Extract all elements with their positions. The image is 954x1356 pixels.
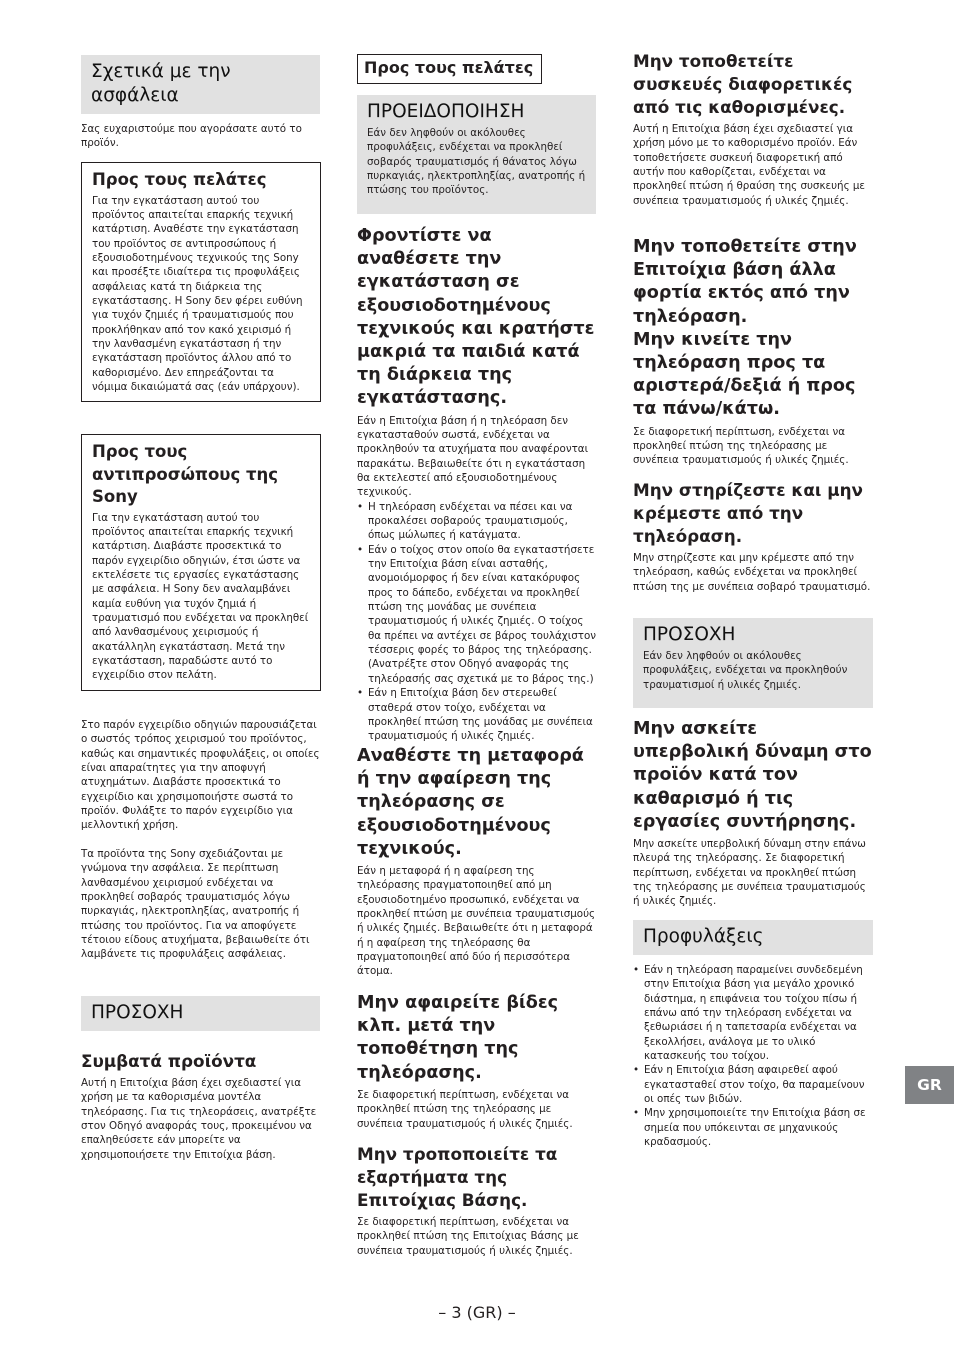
customers-box [81,162,321,402]
force-section [633,718,873,909]
customers-box-title: Προς τους πελάτες [92,170,267,189]
other-devices-text: Αυτή η Επιτοίχια βάση έχει σχεδιαστεί για χρήση μόνο με το καθορισμένο προϊόν. Εάν τοποθετήσετε συσκευή διαφορετική από αυτήν που καθορίζεται, ενδέχεται να προκληθεί πτώση ή θραύση της συσκευής με συνέπεια τραυματισμούς ή υλικές ζημιές. [633,123,866,207]
warning-title: ΠΡΟΕΙΔΟΠΟΙΗΣΗ [367,101,525,122]
language-tab-gr: GR [905,1066,954,1104]
screws-title: Μην αφαιρείτε βίδες κλπ. μετά την τοποθέτηση της τηλεόρασης. [357,993,559,1083]
safety-title: Σχετικά με την ασφάλεια [91,61,231,106]
list-item: • Εάν η Επιτοίχια βάση αφαιρεθεί αφού εγκατασταθεί στον τοίχο, θα παραμείνουν οι οπές των βιδών. [633,1063,873,1106]
caution-bar-right [633,618,873,708]
screws-text: Σε διαφορετική περίπτωση, ενδέχεται να προκληθεί πτώση της τηλεόρασης με συνέπεια τραυματισμούς ή υλικές ζημιές. [357,1088,573,1130]
list-item: • Εάν η Επιτοίχια βάση δεν στερεωθεί σταθερά στον τοίχο, ενδέχεται να προκληθεί πτώση της μονάδας με συνέπεια τραυματισμούς ή υλικές ζημιές. [357,686,596,743]
force-title: Μην ασκείτε υπερβολική δύναμη στο προϊόν κατά τον καθαρισμό ή τις εργασίες συντήρησης. [633,719,872,832]
list-item: • Εάν ο τοίχος στον οποίο θα εγκαταστήσετε την Επιτοίχια βάση είναι ασταθής, ανομοιόμορφος ή δεν είναι κατακόρυφος προς το δάπεδο, ενδέχεται να προκληθεί πτώση της μονάδας με συνέπεια τραυματισμούς ή υλικές ζημιές. Ο τοίχος θα πρέπει να αντέχει σε βάρος τουλάχιστον τέσσερις φορές το βάρος της τηλεόρασης. (Ανατρέξτε στον Οδηγό αναφοράς της τηλεόρασής σας σχετικά με το βάρος της.) [357,543,596,686]
compatible-text: Αυτή η Επιτοίχια βάση έχει σχεδιαστεί για χρήση με τα καθορισμένα μοντέλα τηλεόρασης. Για τις τηλεοράσεις, ανατρέξτε στον Οδηγό αναφοράς τους, προκειμένου να επαληθεύσετε εάν μπορείτε να χρησιμοποιήσετε την Επιτοίχια βάση. [81,1077,317,1161]
lean-section [633,479,873,594]
modify-title: Μην τροποποιείτε τα εξαρτήματα της Επιτοίχιας Βάσης. [357,1144,558,1210]
screws-section [357,992,596,1131]
precautions-title: Προφυλάξεις [643,926,764,947]
force-text: Μην ασκείτε υπερβολική δύναμη στην επάνω πλευρά της τηλεόρασης. Σε διαφορετική περίπτωση, ενδέχεται να προκληθεί πτώση της τηλεόρασης με συνέπεια τραυματισμούς ή υλικές ζημιές. [633,838,866,908]
safety-heading-bar [81,55,320,114]
caution-text-right: Εάν δεν ληφθούν οι ακόλουθες προφυλάξεις, ενδέχεται να προκληθούν τραυματισμοί ή υλικές ζημιές. [643,650,848,691]
warning-text: Εάν δεν ληφθούν οι ακόλουθες προφυλάξεις, ενδέχεται να προκληθεί σοβαρός τραυματισμός ή θάνατος λόγω πυρκαγιάς, ηλεκτροπληξίας, ανατροπής ή πτώσης του προϊόντος. [367,127,586,197]
transport-title: Αναθέστε τη μεταφορά ή την αφαίρεση της τηλεόρασης σε εξουσιοδοτημένους τεχνικούς. [357,746,584,859]
load-text: Σε διαφορετική περίπτωση, ενδέχεται να προκληθεί πτώση της τηλεόρασης με συνέπεια τραυματισμούς ή υλικές ζημιές. [633,425,849,467]
manual-paragraph: Στο παρόν εγχειρίδιο οδηγιών παρουσιάζεται ο σωστός τρόπος χειρισμού του προϊόντος, καθώς και σημαντικές προφυλάξεις, οι οποίες είναι απαραίτητες για την αποφυγή ατυχημάτων. Διαβάστε προσεκτικά το εγχειρίδιο και χρησιμοποιήστε σωστά το προϊόν. Φυλάξτε το παρόν εγχειρίδιο για μελλοντική χρήση. [81,719,320,832]
page-number: – 3 (GR) – [438,1303,516,1322]
dealers-box-text: Για την εγκατάσταση αυτού του προϊόντος απαιτείται επαρκής τεχνική κατάρτιση. Διαβάστε προσεκτικά το παρόν εγχειρίδιο οδηγιών, έτσι ώστε να εκτελέσετε τις εργασίες εγκατάστασης με ασφάλεια. Η Sony δεν αναλαμβάνει καμία ευθύνη για τυχόν ζημιά ή τραυματισμό που ενδέχεται να προκληθεί από λανθασμένους χειρισμούς ή ακατάλληλη εγκατάσταση. Μετά την εγκατάσταση, παραδώστε αυτό το εγχειρίδιο στον πελάτη. [92,511,309,682]
dealers-box-title: Προς τους αντιπροσώπους της Sony [92,442,279,506]
list-item: • Η τηλεόραση ενδέχεται να πέσει και να προκαλέσει σοβαρούς τραυματισμούς, όπως μώλωπες ή κατάγματα. [357,500,596,543]
caution-title-right: ΠΡΟΣΟΧΗ [643,624,736,645]
install-title: Φροντίστε να αναθέσετε την εγκατάσταση σε εξουσιοδοτημένους τεχνικούς και κρατήστε μακριά τα παιδιά κατά τη διάρκεια της εγκατάστασης. [357,226,595,409]
compatible-title: Συμβατά προϊόντα [81,1051,257,1071]
transport-text: Εάν η μεταφορά ή η αφαίρεση της τηλεόρασης πραγματοποιηθεί από μη εξουσιοδοτημένο προσωπικό, ενδέχεται να προκληθεί πτώση με συνέπεια τραυματισμούς ή υλικές ζημιές. Βεβαιωθείτε ότι η μεταφορά ή η αφαίρεση της τηλεόρασης θα πραγματοποιηθεί από δύο ή περισσότερα άτομα. [357,865,596,978]
sony-safety-paragraph: Τα προϊόντα της Sony σχεδιάζονται με γνώμονα την ασφάλεια. Σε περίπτωση λανθασμένου χειρισμού ενδέχεται να προκληθεί σοβαρός τραυματισμός λόγω πυρκαγιάς, ηλεκτροπληξίας, ανατροπής ή πτώσης του προϊόντος. Για να αποφύγετε τέτοιου είδους ατυχήματα, βεβαιωθείτε ότι λαμβάνετε τις προφυλάξεις ασφάλειας. [81,848,310,961]
load-section [633,236,873,468]
warning-bar [357,95,596,214]
modify-text: Σε διαφορετική περίπτωση, ενδέχεται να προκληθεί πτώση της Επιτοίχιας Βάσης με συνέπεια τραυματισμούς ή υλικές ζημιές. [357,1216,579,1257]
precautions-bar [633,920,873,955]
move-title: Μην κινείτε την τηλεόραση προς τα αριστερά/δεξιά ή προς τα πάνω/κάτω. [633,329,856,420]
install-section [357,225,596,744]
load-title: Μην τοποθετείτε στην Επιτοίχια βάση άλλα φορτία εκτός από την τηλεόραση. [633,237,857,327]
list-item: • Μην χρησιμοποιείτε την Επιτοίχια βάση σε σημεία που υπόκεινται σε μηχανικούς κραδασμούς. [633,1106,873,1149]
other-devices-title: Μην τοποθετείτε συσκευές διαφορετικές από τις καθορισμένες. [633,51,853,117]
list-item: • Εάν η τηλεόραση παραμείνει συνδεδεμένη στην Επιτοίχια βάση για μεγάλο χρονικό διάστημα, η επιφάνεια του τοίχου πίσω ή επάνω από την τηλεόραση ενδέχεται να ξεθωριάσει ή η ταπετσαρία ενδέχεται να ξεκολλήσει, ανάλογα με το υλικό κατασκευής του τοίχου. [633,963,873,1063]
customers-box-text: Για την εγκατάσταση αυτού του προϊόντος απαιτείται επαρκής τεχνική κατάρτιση. Αναθέστε την εγκατάσταση του προϊόντος σε αντιπροσώπους ή εξουσιοδοτημένους τεχνικούς της Sony και προσέξτε ιδιαίτερα τις προφυλάξεις ασφάλειας κατά τη διάρκεια της εγκατάστασης. Η Sony δεν φέρει ευθύνη για τυχόν ζημιές ή τραυματισμούς που προκλήθηκαν από τον κακό χειρισμό ή την λανθασμένη εγκατάσταση ή την εγκατάσταση προϊόντος άλλου από το καθορισμένο. Δεν επηρεάζονται τα νόμιμα δικαιώματά σας (εάν υπάρχουν). [92,194,303,393]
precautions-bullet-list [633,963,873,1149]
install-text: Εάν η Επιτοίχια βάση ή η τηλεόραση δεν εγκατασταθούν σωστά, ενδέχεται να προκληθούν τα ατυχήματα που αναφέρονται παρακάτω. Βεβαιωθείτε ότι η εγκατάσταση θα εκτελεστεί από εξουσιοδοτημένους τεχνικούς. [357,414,589,499]
transport-section [357,745,596,979]
other-devices-section [633,50,873,208]
caution-bar-left [81,996,320,1031]
compatible-section [81,1050,320,1162]
lean-text: Μην στηρίζεστε και μην κρέμεστε από την τηλεόραση, καθώς ενδέχεται να προκληθεί πτώση της με συνέπεια σοβαρό τραυματισμό. [633,552,871,593]
dealers-box [81,434,321,691]
intro-text: Σας ευχαριστούμε που αγοράσατε αυτό το προϊόν. [81,123,302,150]
install-bullet-list [357,500,596,744]
customers-tag: Προς τους πελάτες [357,54,542,84]
modify-section [357,1143,596,1258]
lean-title: Μην στηρίζεστε και μην κρέμεστε από την τηλεόραση. [633,480,863,546]
caution-title-left: ΠΡΟΣΟΧΗ [91,1002,184,1023]
